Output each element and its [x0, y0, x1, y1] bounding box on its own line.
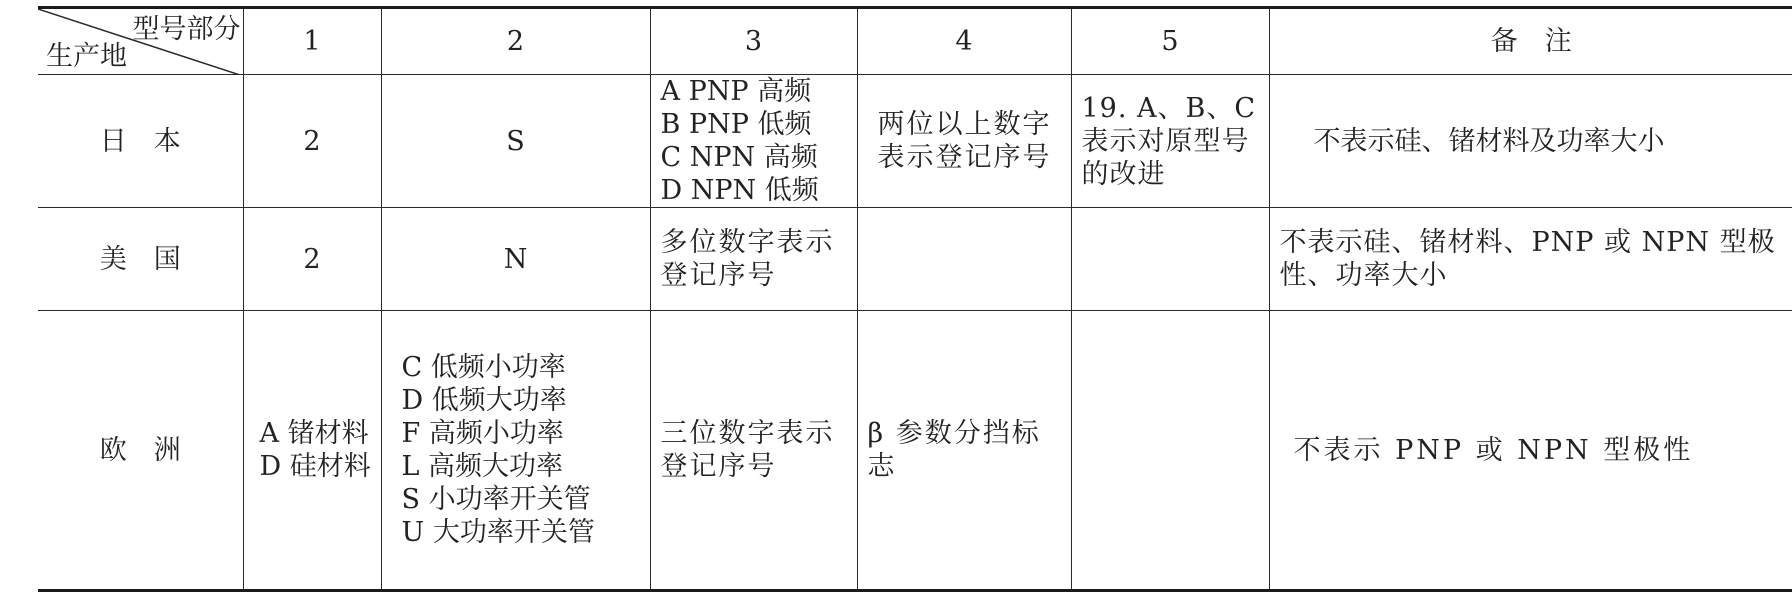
column-header-1: 1	[243, 8, 381, 75]
table-row-usa	[38, 208, 1792, 311]
region-cell: 欧 洲	[38, 311, 243, 591]
column-header-5: 5	[1071, 8, 1269, 75]
region-cell: 日 本	[38, 75, 243, 208]
diagonal-header-cell	[38, 8, 243, 75]
cell-col4	[857, 208, 1071, 311]
transistor-naming-table	[38, 6, 1792, 592]
cell-line: C NPN 高频	[660, 142, 818, 173]
cell-line: D 低频大功率	[401, 385, 567, 416]
column-header-2: 2	[381, 8, 650, 75]
cell-line: U 大功率开关管	[401, 517, 595, 548]
cell-col2: S	[381, 75, 650, 208]
cell-col3	[650, 75, 857, 208]
cell-col5	[1071, 311, 1269, 591]
cell-line: B PNP 低频	[660, 109, 812, 140]
cell-line: S 小功率开关管	[401, 484, 591, 515]
cell-col1: 2	[243, 208, 381, 311]
cell-col1	[243, 311, 381, 591]
cell-col3: 多位数字表示登记序号	[650, 208, 857, 311]
cell-col5	[1071, 208, 1269, 311]
region-cell: 美 国	[38, 208, 243, 311]
cell-col4: β 参数分挡标志	[857, 311, 1071, 591]
cell-col2	[381, 311, 650, 591]
cell-note: 不表示硅、锗材料及功率大小	[1269, 75, 1792, 208]
cell-line: A 锗材料	[259, 418, 369, 449]
diagonal-top-label: 型号部分	[132, 14, 241, 45]
cell-col2: N	[381, 208, 650, 311]
column-header-4: 4	[857, 8, 1071, 75]
cell-line: L 高频大功率	[401, 451, 564, 482]
table-row-europe	[38, 311, 1792, 591]
cell-col1: 2	[243, 75, 381, 208]
cell-col3: 三位数字表示登记序号	[650, 311, 857, 591]
cell-line: A PNP 高频	[660, 76, 812, 107]
cell-line: D NPN 低频	[660, 175, 819, 206]
cell-col5: 19. A、B、C 表示对原型号的改进	[1071, 75, 1269, 208]
cell-note: 不表示 PNP 或 NPN 型极性	[1269, 311, 1792, 591]
diagonal-bottom-label: 生产地	[46, 41, 127, 72]
column-header-note: 备 注	[1269, 8, 1792, 75]
table-row-japan	[38, 75, 1792, 208]
cell-note: 不表示硅、锗材料、PNP 或 NPN 型极性、功率大小	[1269, 208, 1792, 311]
column-header-3: 3	[650, 8, 857, 75]
cell-col4: 两位以上数字表示登记序号	[857, 75, 1071, 208]
cell-line: F 高频小功率	[401, 418, 564, 449]
cell-line: D 硅材料	[259, 451, 371, 482]
cell-line: C 低频小功率	[401, 352, 566, 383]
header-row	[38, 8, 1792, 75]
